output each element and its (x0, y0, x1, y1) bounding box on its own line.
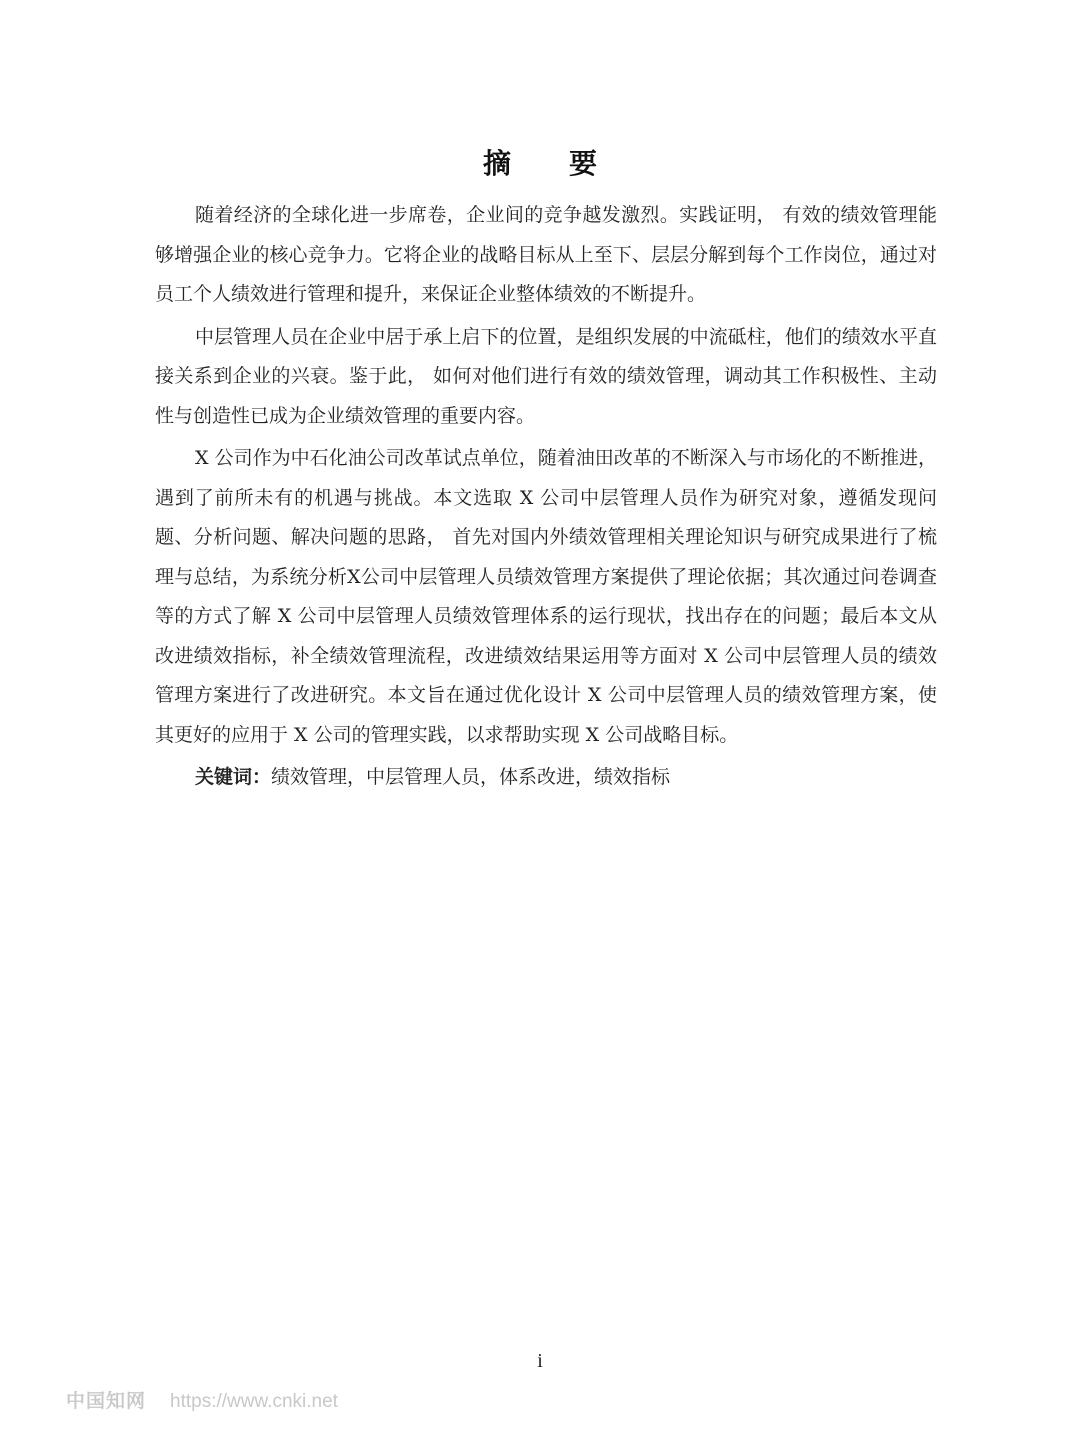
keywords-line (155, 758, 937, 798)
page-number: i (537, 1350, 543, 1372)
abstract-title (0, 142, 1080, 182)
keywords-text: 绩效管理，中层管理人员，体系改进，绩效指标 (271, 766, 671, 788)
abstract-paragraph-2: 中层管理人员在企业中居于承上启下的位置，是组织发展的中流砥柱，他们的绩效水平直接关系到企业的兴衰。鉴于此， 如何对他们进行有效的绩效管理，调动其工作积极性、主动性与创造性已成为企业绩效管理的重要内容。 (155, 325, 937, 427)
abstract-paragraph-1: 随着经济的全球化进一步席卷，企业间的竞争越发激烈。实践证明， 有效的绩效管理能够增强企业的核心竞争力。它将企业的战略目标从上至下、层层分解到每个工作岗位，通过对员工个人绩效进行管理和提升，来保证企业整体绩效的不断提升。 (155, 204, 937, 305)
cnki-watermark (66, 1386, 338, 1413)
abstract-paragraph-3: X 公司作为中石化油公司改革试点单位，随着油田改革的不断深入与市场化的不断推进，遇到了前所未有的机遇与挑战。本文选取 X 公司中层管理人员作为研究对象，遵循发现问题、分析问题、解决问题的思路， 首先对国内外绩效管理相关理论知识与研究成果进行了梳理与总结，为系统分析X公司中层管理人员绩效管理方案提供了理论依据；其次通过问卷调查等的方式了解 X 公司中层管理人员绩效管理体系的运行现状，找出存在的问题；最后本文从改进绩效指标，补全绩效管理流程，改进绩效结果运用等方面对 X 公司中层管理人员的绩效管理方案进行了改进研究。本文旨在通过优化设计 X 公司中层管理人员的绩效管理方案，使其更好的应用于 X 公司的管理实践，以求帮助实现 X 公司战略目标。 (155, 447, 937, 746)
abstract-body (155, 196, 937, 798)
abstract-title-char-1: 摘 (482, 147, 511, 180)
cnki-logo-text: 中国知网 (66, 1390, 147, 1412)
keywords-label: 关键词： (195, 766, 272, 788)
cnki-url: https://www.cnki.net (170, 1391, 338, 1412)
abstract-title-char-2: 要 (569, 147, 598, 180)
